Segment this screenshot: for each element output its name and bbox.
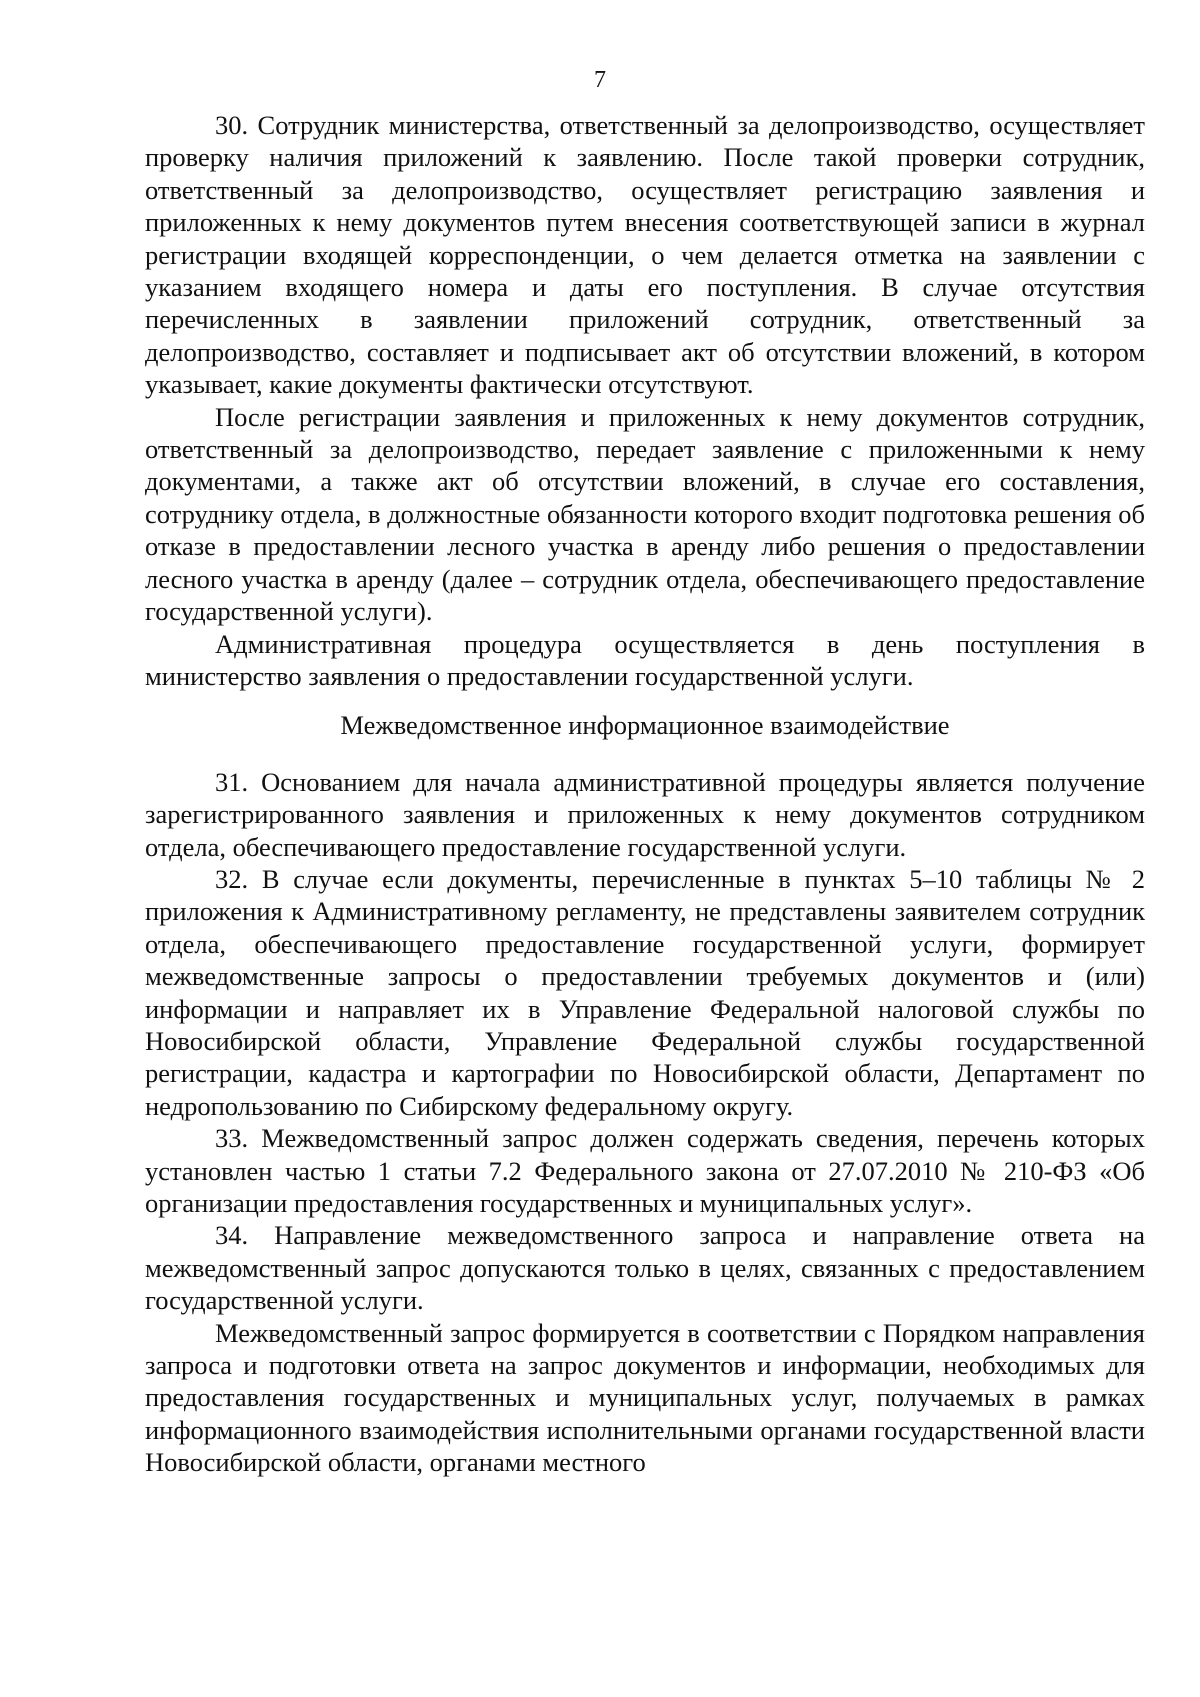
paragraph-31: 31. Основанием для начала административной процедуры является получение зарегистрированного заявления и приложенных к нему документов сотрудником отдела, обеспечивающего предоставление государственной услуги. (145, 766, 1145, 862)
document-body (145, 109, 1145, 1479)
paragraph-after-registration: После регистрации заявления и приложенных к нему документов сотрудник, ответственный за делопроизводство, передает заявление с приложенными к нему документами, а также акт об отсутствии вложений, в случае его составления, сотруднику отдела, в должностные обязанности которого входит подготовка решения об отказе в предоставлении лесного участка в аренду либо решения о предоставлении лесного участка в аренду (далее – сотрудник отдела, обеспечивающего предоставление государственной услуги). (145, 401, 1145, 627)
paragraph-interagency-request: Межведомственный запрос формируется в соответствии с Порядком направления запроса и подготовки ответа на запрос документов и информации, необходимых для предоставления государственных и муниципальных услуг, получаемых в рамках информационного взаимодействия исполнительными органами государственной власти Новосибирской области, органами местного (145, 1317, 1145, 1478)
page-number: 7 (594, 67, 606, 93)
section-heading: Межведомственное информационное взаимодействие (340, 710, 950, 741)
paragraph-32: 32. В случае если документы, перечисленные в пунктах 5–10 таблицы № 2 приложения к Административному регламенту, не представлены заявителем сотрудник отдела, обеспечивающего предоставление государственной услуги, формирует межведомственные запросы о предоставлении требуемых документов и (или) информации и направляет их в Управление Федеральной налоговой службы по Новосибирской области, Управление Федеральной службы государственной регистрации, кадастра и картографии по Новосибирской области, Департамент по недропользованию по Сибирскому федеральному округу. (145, 863, 1145, 1121)
paragraph-30: 30. Сотрудник министерства, ответственный за делопроизводство, осуществляет проверку наличия приложений к заявлению. После такой проверки сотрудник, ответственный за делопроизводство, осуществляет регистрацию заявления и приложенных к нему документов путем внесения соответствующей записи в журнал регистрации входящей корреспонденции, о чем делается отметка на заявлении с указанием входящего номера и даты его поступления. В случае отсутствия перечисленных в заявлении приложений сотрудник, ответственный за делопроизводство, составляет и подписывает акт об отсутствии вложений, в котором указывает, какие документы фактически отсутствуют. (145, 110, 1145, 400)
paragraph-procedure-timing: Административная процедура осуществляется в день поступления в министерство заявления о предоставлении государственной услуги. (145, 628, 1145, 691)
paragraph-33: 33. Межведомственный запрос должен содержать сведения, перечень которых установлен частью 1 статьи 7.2 Федерального закона от 27.07.2010 № 210-ФЗ «Об организации предоставления государственных и муниципальных услуг». (145, 1123, 1145, 1218)
paragraph-34: 34. Направление межведомственного запроса и направление ответа на межведомственный запрос допускаются только в целях, связанных с предоставлением государственной услуги. (145, 1220, 1145, 1316)
